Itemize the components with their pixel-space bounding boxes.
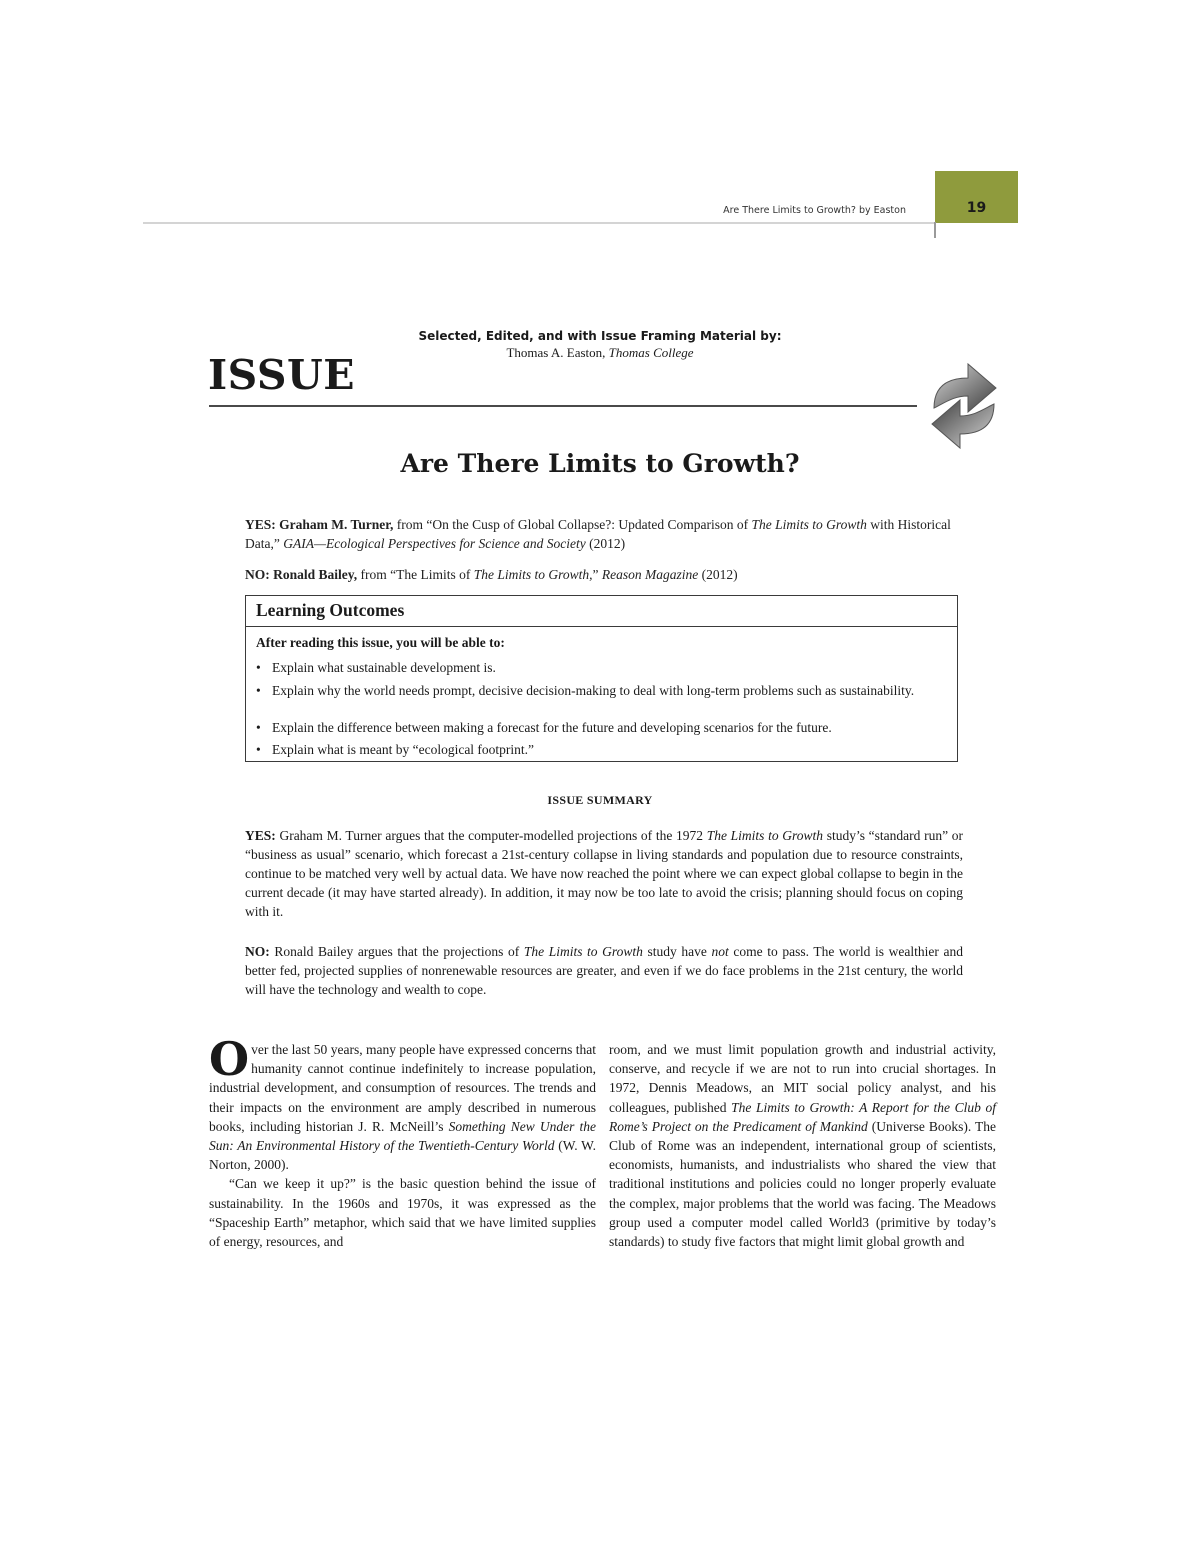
no-author: Ronald Bailey, [273, 567, 358, 582]
header-rule [143, 222, 936, 224]
body-text: room, and we must limit population growth and industrial activity, conserve, and recycle if we are not to run into crucial shortages. In 1972, Dennis Meadows, an MIT social policy analyst, and his colleagues, published [609, 1042, 996, 1115]
no-source-text: from “The Limits of [357, 567, 474, 582]
learning-outcomes-divider [246, 626, 957, 627]
book-title: Something New Under the Sun: An Environmental History of the Twentieth-Century World [209, 1118, 597, 1154]
no-source-book: The Limits to Growth, [473, 567, 593, 582]
running-header: Are There Limits to Growth? by Easton [723, 205, 906, 216]
yes-source-book: The Limits to Growth [751, 517, 867, 532]
summary-text: Graham M. Turner argues that the computer-modelled projections of the 1972 [275, 828, 707, 843]
outcome-text: Explain why the world needs prompt, decisive decision-making to deal with long-term problems such as sustainability. [272, 683, 915, 698]
body-text: ver the last 50 years, many people have expressed concerns that humanity cannot continue indefinitely to increase population, industrial development, and consumption of resources. The trends and their impacts on the environment are amply described in numerous books, including historian J. R. McNeill’s [209, 1042, 596, 1134]
outcome-text: Explain what is meant by “ecological footprint.” [272, 742, 535, 757]
no-tag: NO: [245, 944, 270, 959]
page-number: 19 [966, 200, 987, 216]
bullet: • [256, 660, 261, 675]
yes-source-journal: GAIA—Ecological Perspectives for Science and Society [283, 536, 586, 551]
editor-credit-heading: Selected, Edited, and with Issue Framing Material by: [418, 329, 782, 343]
editor-credit [300, 345, 900, 361]
list-item [256, 742, 956, 757]
summary-text: Ronald Bailey argues that the projections of [269, 944, 524, 959]
yes-source-year: (2012) [585, 536, 626, 551]
summary-heading: ISSUE SUMMARY [547, 793, 653, 807]
drop-cap: O [209, 1032, 250, 1086]
issue-rule [209, 405, 917, 407]
body-paragraph: “Can we keep it up?” is the basic question behind the issue of sustainability. In the 1960s and 1970s, it was expressed as the “Spaceship Earth” metaphor, which said that we have limited supplies of energy, resources, and [209, 1176, 596, 1250]
list-item [256, 720, 956, 735]
summary-no [245, 942, 963, 999]
bullet: • [256, 720, 261, 735]
yes-tag: YES: [245, 517, 276, 532]
summary-emphasis: not [711, 944, 729, 959]
summary-text: study have [642, 944, 712, 959]
editor-name: Thomas A. Easton, [506, 345, 609, 360]
summary-text: study’s “standard run” or “business as usual” scenario, which forecast a 21st-century collapse in living standards and population due to resource constraints, continue to be matched very well by actual data. We have now reached the point where we can expect global collapse to begin in the current decade (it may have started already). In addition, it may now be too late to avoid the crisis; planning should focus on coping with it. [245, 828, 963, 919]
bullet: • [256, 742, 261, 757]
no-tag: NO: [245, 567, 270, 582]
body-text: (W. W. Norton, 2000). [209, 1138, 596, 1173]
learning-outcomes-intro: After reading this issue, you will be able to: [256, 635, 505, 650]
book-title: The Limits to Growth: A Report for the Club of Rome’s Project on the Predicament of Mankind [609, 1099, 996, 1134]
outcome-text: Explain what sustainable development is. [272, 660, 496, 675]
issue-title: Are There Limits to Growth? [400, 449, 800, 478]
body-paragraph [209, 1032, 597, 1174]
list-item [256, 660, 956, 675]
body-column-right [609, 1040, 996, 1251]
summary-yes [245, 826, 963, 921]
summary-text: come to pass. The world is wealthier and better fed, projected supplies of nonrenewable resources are greater, and even if we do face problems in the 21st century, the world will have the technology and wealth to cope. [245, 944, 963, 997]
no-source [245, 565, 963, 584]
summary-book: The Limits to Growth [523, 944, 643, 959]
yes-source-text: with Historical Data,” [245, 517, 951, 551]
yes-source [245, 515, 963, 553]
no-source-year: (2012) [698, 567, 738, 582]
body-text: (Universe Books). The Club of Rome was an independent, international group of scientists, economists, humanists, and industrialists who shared the view that traditional institutions and policies could no longer properly evaluate the complex, major problems that the world was facing. The Meadows group used a computer model called World3 (primitive by today’s standards) to study five factors that might limit global growth and [609, 1118, 996, 1250]
yes-author: Graham M. Turner, [279, 517, 394, 532]
list-item [256, 683, 956, 698]
learning-outcomes-title: Learning Outcomes [256, 600, 405, 620]
page-tab-divider [934, 222, 936, 238]
no-source-text: ” [592, 567, 602, 582]
summary-book: The Limits to Growth [706, 828, 824, 843]
body-column-left [209, 1032, 597, 1251]
yes-source-text: from “On the Cusp of Global Collapse?: Updated Comparison of [393, 517, 752, 532]
yes-tag: YES: [245, 828, 276, 843]
issue-label: ISSUE [208, 351, 356, 399]
refresh-arrows-icon [926, 356, 1002, 456]
body-paragraph [609, 1040, 996, 1251]
outcome-text: Explain the difference between making a forecast for the future and developing scenarios for the future. [272, 720, 832, 735]
bullet: • [256, 683, 261, 698]
no-source-magazine: Reason Magazine [601, 567, 699, 582]
editor-affiliation: Thomas College [608, 345, 694, 360]
